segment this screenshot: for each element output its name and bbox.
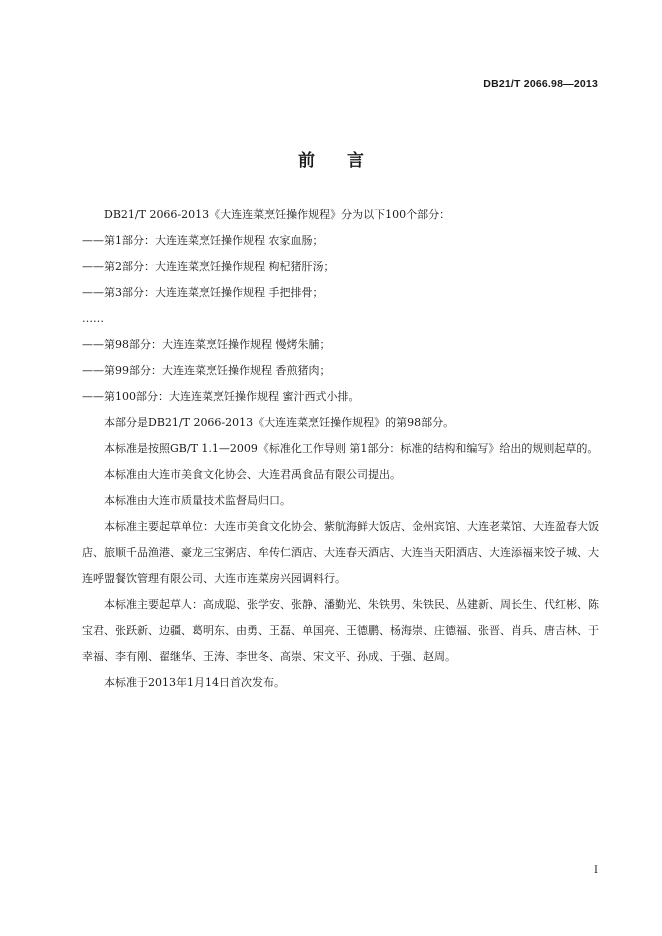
part-list-item: ——第99部分：大连连菜烹饪操作规程 香煎猪肉； <box>82 364 331 377</box>
proposed-by-paragraph: 本标准由大连市美食文化协会、大连君禹食品有限公司提出。 <box>104 468 401 481</box>
page-number: I <box>594 865 598 876</box>
standard-code: DB21/T 2066.98—2013 <box>483 78 598 90</box>
foreword-body <box>82 202 600 696</box>
page-title: 前言 <box>298 151 396 171</box>
intro-paragraph: DB21/T 2066-2013《大连连菜烹饪操作规程》分为以下100个部分： <box>104 208 451 221</box>
part-list-item: ——第1部分：大连连菜烹饪操作规程 农家血肠； <box>82 234 324 247</box>
drafting-rules-paragraph: 本标准是按照GB/T 1.1—2009《标准化工作导则 第1部分：标准的结构和编写》给出的规则起草的。 <box>104 442 599 455</box>
this-part-paragraph: 本部分是DB21/T 2066-2013《大连连菜烹饪操作规程》的第98部分。 <box>104 416 455 429</box>
part-list-item: ——第2部分：大连连菜烹饪操作规程 枸杞猪肝汤； <box>82 260 335 273</box>
release-paragraph: 本标准于2013年1月14日首次发布。 <box>104 676 285 689</box>
part-list-item: ——第98部分：大连连菜烹饪操作规程 慢烤朱脯； <box>82 338 331 351</box>
part-list-item: ——第100部分：大连连菜烹饪操作规程 蜜汁西式小排。 <box>82 390 360 403</box>
part-list-item: ——第3部分：大连连菜烹饪操作规程 手把排骨； <box>82 286 324 299</box>
drafters-paragraph: 本标准主要起草人：高成聪、张学安、张静、潘勤光、朱铁男、朱铁民、丛建新、周长生、代红彬、陈宝君、张跃新、边疆、葛明东、由勇、王磊、单国亮、王德鹏、杨海崇、庄德福、张晋、肖兵、唐吉林、于幸福、李有刚、翟继华、王涛、李世冬、高崇、宋文平、孙成、于强、赵周。 <box>82 598 599 663</box>
drafting-units-paragraph: 本标准主要起草单位：大连市美食文化协会、紫航海鲜大饭店、金州宾馆、大连老菜馆、大连盈春大饭店、旅顺千品渔港、豪龙三宝粥店、牟传仁酒店、大连春天酒店、大连当天阳酒店、大连添福来饺子城、大连呼盟餐饮管理有限公司、大连市连菜房兴园调料行。 <box>82 520 599 585</box>
part-list-ellipsis: …… <box>82 312 104 325</box>
managed-by-paragraph: 本标准由大连市质量技术监督局归口。 <box>104 494 291 507</box>
